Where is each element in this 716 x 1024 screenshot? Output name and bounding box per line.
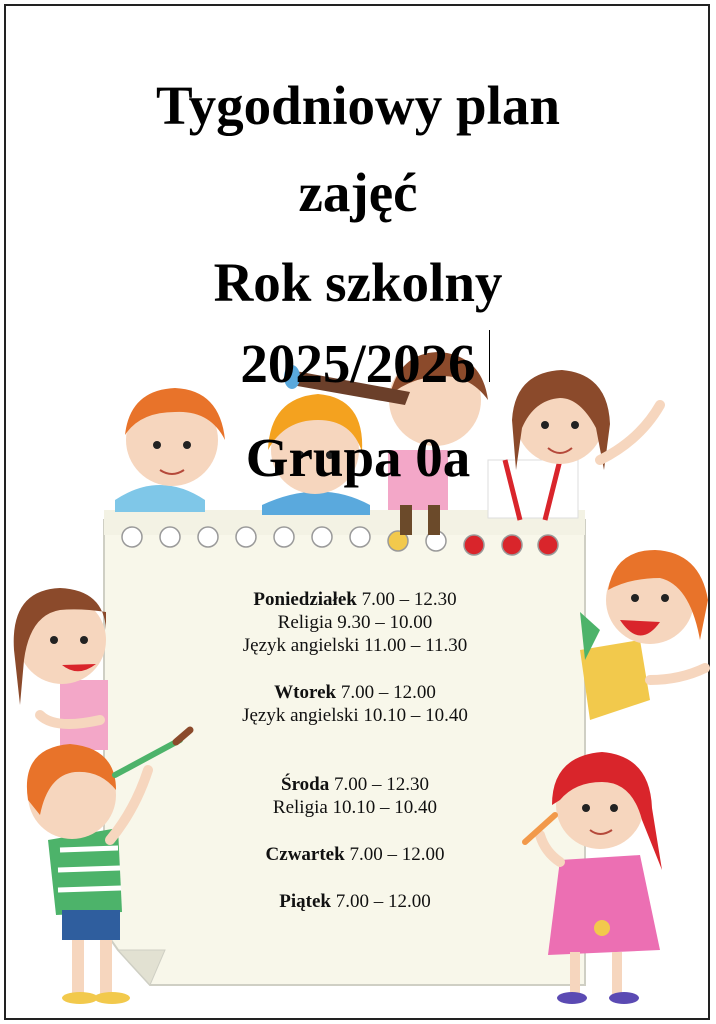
spacer [180, 866, 530, 890]
schedule-item: Religia 9.30 – 10.00 [277, 612, 433, 633]
schedule-item: Język angielski 10.10 – 10.40 [242, 705, 468, 726]
day-label: Poniedziałek [253, 589, 357, 610]
day-hours: 7.00 – 12.00 [336, 682, 436, 703]
day-label: Czwartek [265, 844, 345, 865]
title-line-4: 2025/2026 [240, 333, 476, 394]
day-hours: 7.00 – 12.30 [356, 589, 457, 610]
day-hours: 7.00 – 12.00 [330, 891, 431, 912]
spacer [180, 657, 530, 681]
girl-left-side [14, 588, 108, 750]
text-cursor [489, 330, 490, 382]
tuesday-row [180, 681, 530, 704]
schedule-item: Język angielski 11.00 – 11.30 [242, 635, 468, 656]
day-hours: 7.00 – 12.30 [329, 774, 429, 795]
title-line-3: Rok szkolny [213, 252, 503, 313]
thursday-row [180, 843, 530, 866]
title-line-2: zajęć [298, 162, 418, 223]
day-label: Środa [281, 774, 330, 795]
day-hours: 7.00 – 12.00 [344, 844, 445, 865]
spacer [180, 727, 530, 773]
boy-right-side [580, 550, 708, 720]
friday-row [180, 890, 530, 913]
schedule-item: Religia 10.10 – 10.40 [272, 797, 438, 818]
day-label: Wtorek [274, 682, 337, 703]
group-name: Grupa 0a [245, 427, 471, 488]
day-label: Piątek [279, 891, 331, 912]
monday-row [180, 588, 530, 611]
spacer [180, 819, 530, 843]
title-line-1: Tygodniowy plan [156, 75, 560, 136]
weekly-schedule [180, 588, 530, 913]
wednesday-row [180, 773, 530, 796]
